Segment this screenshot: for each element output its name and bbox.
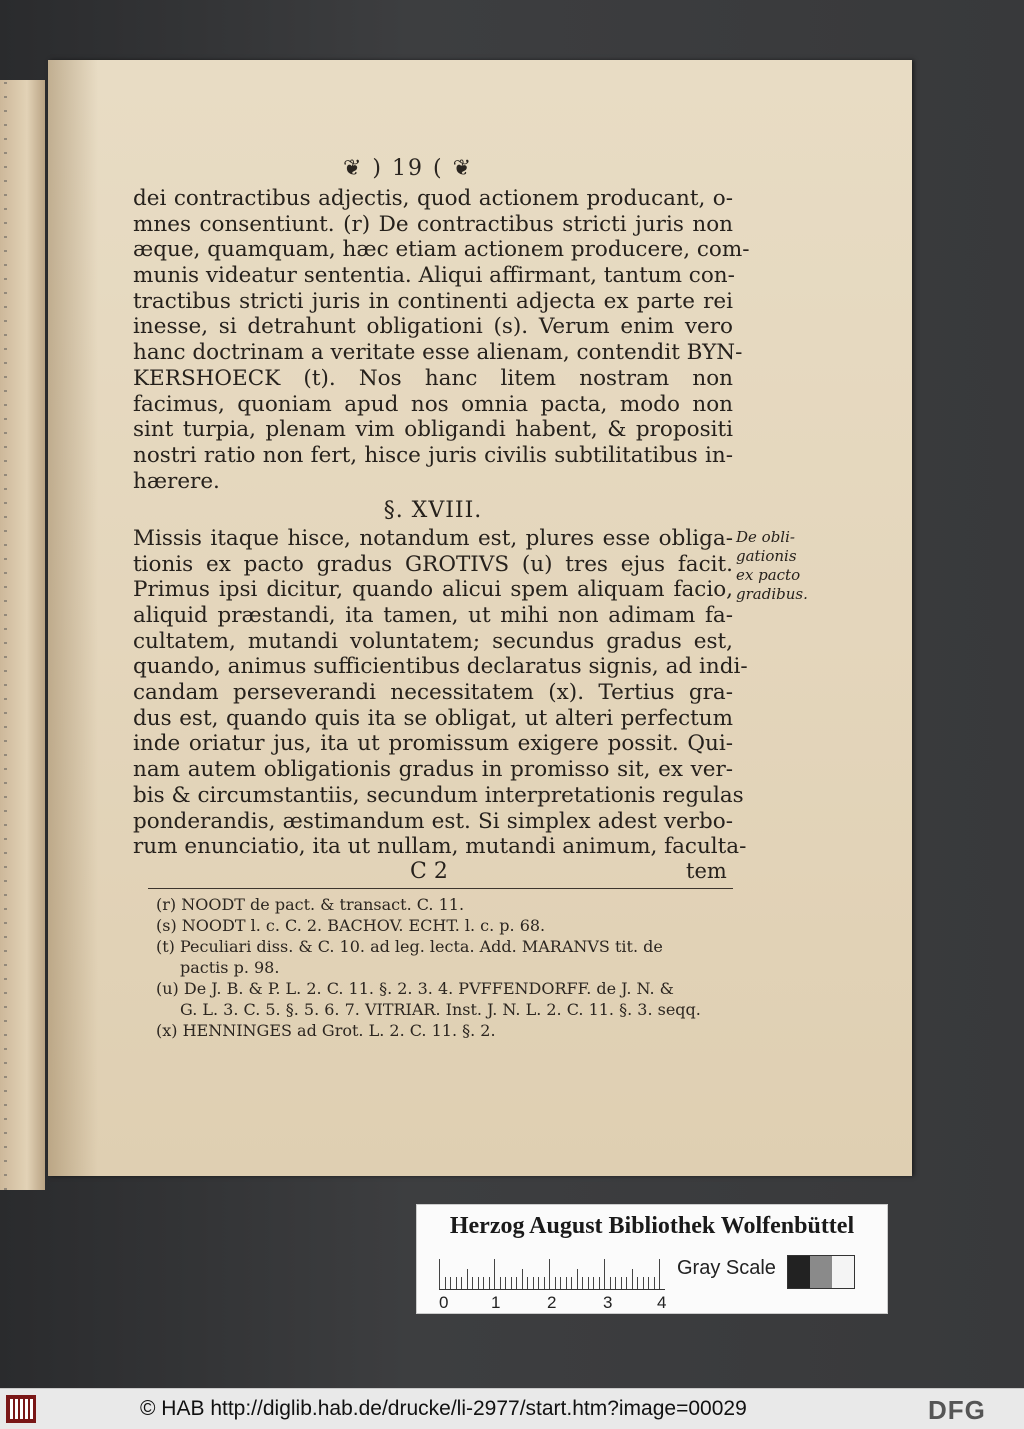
text-line: sint turpia, plenam vim obligandi habent, & propositi bbox=[133, 417, 733, 443]
text-line: nostri ratio non fert, hisce juris civilis subtilitatibus in- bbox=[133, 442, 733, 468]
ruler-tick bbox=[483, 1277, 484, 1289]
signature-mark: C 2 bbox=[410, 859, 448, 884]
ruler-tick bbox=[533, 1277, 534, 1289]
footnote: (x) HENNINGES ad Grot. L. 2. C. 11. §. 2. bbox=[156, 1021, 496, 1040]
margin-note bbox=[736, 528, 816, 604]
measurement-ruler bbox=[439, 1255, 665, 1290]
ruler-tick bbox=[637, 1277, 638, 1289]
text-line: bis & circumstantiis, secundum interpretationis regulas bbox=[133, 782, 744, 808]
ruler-tick bbox=[643, 1277, 644, 1289]
ruler-tick bbox=[582, 1277, 583, 1289]
ruler-tick bbox=[505, 1277, 506, 1289]
ruler-tick bbox=[599, 1277, 600, 1289]
gray-swatch-mid bbox=[810, 1256, 832, 1288]
text-line: Missis itaque hisce, notandum est, plures esse obliga- bbox=[133, 525, 733, 551]
footnote: (s) NOODT l. c. C. 2. BACHOV. ECHT. l. c. p. 68. bbox=[156, 916, 546, 935]
source-link[interactable]: © HAB http://diglib.hab.de/drucke/li-2977/start.htm?image=00029 bbox=[140, 1397, 747, 1420]
text-line: inesse, si detrahunt obligationi (s). Verum enim vero bbox=[133, 314, 733, 340]
ruler-number: 3 bbox=[603, 1293, 613, 1312]
ruler-tick bbox=[615, 1277, 616, 1289]
ruler-tick bbox=[544, 1277, 545, 1289]
text-line: aliquid præstandi, ita tamen, ut mihi non adimam fa- bbox=[133, 603, 733, 628]
ruler-tick bbox=[478, 1277, 479, 1289]
hab-logo-icon bbox=[6, 1395, 36, 1423]
page-edge-shadow bbox=[4, 80, 7, 1190]
ruler-tick bbox=[571, 1277, 572, 1289]
text-line: quando, animus sufficientibus declaratus signis, ad indi- bbox=[133, 654, 748, 680]
footnote-continuation: G. L. 3. C. 5. §. 5. 6. 7. VITRIAR. Inst. J. N. L. 2. C. 11. §. 3. seqq. bbox=[180, 1000, 701, 1019]
ruler-tick bbox=[604, 1259, 605, 1289]
ruler-tick bbox=[494, 1259, 495, 1289]
text-line: rum enunciatio, ita ut nullam, mutandi animum, faculta- bbox=[133, 834, 747, 860]
book-page bbox=[48, 60, 912, 1176]
text-line: cultatem, mutandi voluntatem; secundus gradus est, bbox=[133, 628, 733, 654]
text-line: candam perseverandi necessitatem (x). Tertius gra- bbox=[133, 680, 733, 706]
text-line: hærere. bbox=[133, 468, 220, 494]
dfg-logo: DFG bbox=[928, 1395, 986, 1425]
ruler-tick bbox=[560, 1277, 561, 1289]
gray-swatch-light bbox=[832, 1256, 854, 1288]
footnotes bbox=[156, 894, 736, 1041]
text-line: tractibus stricti juris in continenti adjecta ex parte rei bbox=[133, 288, 733, 314]
text-line: dei contractibus adjectis, quod actionem producant, o- bbox=[133, 186, 733, 211]
gray-swatch-dark bbox=[788, 1256, 810, 1288]
ruler-tick bbox=[659, 1259, 660, 1289]
library-name: Herzog August Bibliothek Wolfenbüttel bbox=[449, 1213, 855, 1239]
ruler-tick bbox=[648, 1277, 649, 1289]
footnote: (r) NOODT de pact. & transact. C. 11. bbox=[156, 895, 465, 914]
ruler-tick bbox=[461, 1277, 462, 1289]
text-line: KERSHOECK (t). Nos hanc litem nostram non bbox=[133, 365, 733, 391]
ruler-number: 4 bbox=[657, 1293, 667, 1312]
footnote-rule bbox=[148, 888, 733, 889]
footnote: (u) De J. B. & P. L. 2. C. 11. §. 2. 3. 4. PVFFENDORFF. de J. N. & bbox=[156, 979, 674, 998]
library-color-card bbox=[416, 1204, 888, 1314]
ruler-tick bbox=[500, 1277, 501, 1289]
ruler-tick bbox=[632, 1269, 633, 1289]
text-line: inde oriatur jus, ita ut promissum exigere possit. Qui- bbox=[133, 731, 733, 757]
ruler-tick bbox=[538, 1277, 539, 1289]
gray-scale-swatches bbox=[787, 1255, 855, 1289]
page-body bbox=[133, 186, 750, 860]
text-line: tionis ex pacto gradus GROTIVS (u) tres ejus facit. bbox=[133, 551, 733, 577]
catchword: tem bbox=[686, 859, 727, 883]
ruler-tick bbox=[467, 1269, 468, 1289]
ruler-tick bbox=[549, 1259, 550, 1289]
text-line: mnes consentiunt. (r) De contractibus stricti juris non bbox=[133, 211, 733, 237]
ruler-tick bbox=[588, 1277, 589, 1289]
ruler-tick bbox=[610, 1277, 611, 1289]
ruler-tick bbox=[456, 1277, 457, 1289]
ruler-tick bbox=[621, 1277, 622, 1289]
footnote-continuation: pactis p. 98. bbox=[180, 958, 280, 977]
previous-page-edge bbox=[0, 80, 45, 1190]
text-line: Primus ipsi dicitur, quando alicui spem aliquam facio, bbox=[133, 577, 733, 603]
ruler-tick bbox=[472, 1277, 473, 1289]
ruler-tick bbox=[577, 1269, 578, 1289]
text-line: æque, quamquam, hæc etiam actionem producere, com- bbox=[133, 237, 750, 263]
viewer-footer bbox=[0, 1388, 1024, 1429]
text-line: dus est, quando quis ita se obligat, ut alteri perfectum bbox=[133, 705, 733, 731]
ruler-tick bbox=[527, 1277, 528, 1289]
margin-note-line: De obli- bbox=[736, 528, 795, 546]
text-line: nam autem obligationis gradus in promisso sit, ex ver- bbox=[133, 757, 733, 783]
ruler-tick bbox=[511, 1277, 512, 1289]
ruler-tick bbox=[516, 1277, 517, 1289]
footnote: (t) Peculiari diss. & C. 10. ad leg. lecta. Add. MARANVS tit. de bbox=[156, 937, 663, 956]
ruler-number: 1 bbox=[491, 1293, 501, 1312]
page-gutter bbox=[48, 60, 98, 1176]
text-line: facimus, quoniam apud nos omnia pacta, modo non bbox=[133, 391, 733, 417]
ruler-tick bbox=[654, 1277, 655, 1289]
margin-note-line: gradibus. bbox=[736, 585, 808, 603]
page-header: ❦ ) 19 ( ❦ bbox=[343, 156, 473, 181]
ruler-tick bbox=[593, 1277, 594, 1289]
ruler-number: 2 bbox=[547, 1293, 557, 1312]
ruler-tick bbox=[489, 1277, 490, 1289]
ruler-tick bbox=[555, 1277, 556, 1289]
ruler-tick bbox=[450, 1277, 451, 1289]
margin-note-line: ex pacto bbox=[736, 566, 801, 584]
text-line: ponderandis, æstimandum est. Si simplex adest verbo- bbox=[133, 808, 733, 834]
gray-scale-label: Gray Scale bbox=[677, 1257, 776, 1279]
ruler-tick bbox=[522, 1269, 523, 1289]
ruler-tick bbox=[445, 1277, 446, 1289]
ruler-tick bbox=[439, 1259, 440, 1289]
text-line: hanc doctrinam a veritate esse alienam, contendit BYN- bbox=[133, 340, 743, 366]
section-heading: §. XVIII. bbox=[383, 498, 483, 524]
text-line: munis videatur sententia. Aliqui affirmant, tantum con- bbox=[133, 263, 735, 289]
margin-note-line: gationis bbox=[736, 547, 797, 565]
ruler-tick bbox=[626, 1277, 627, 1289]
ruler-number: 0 bbox=[439, 1293, 449, 1312]
ruler-tick bbox=[566, 1277, 567, 1289]
